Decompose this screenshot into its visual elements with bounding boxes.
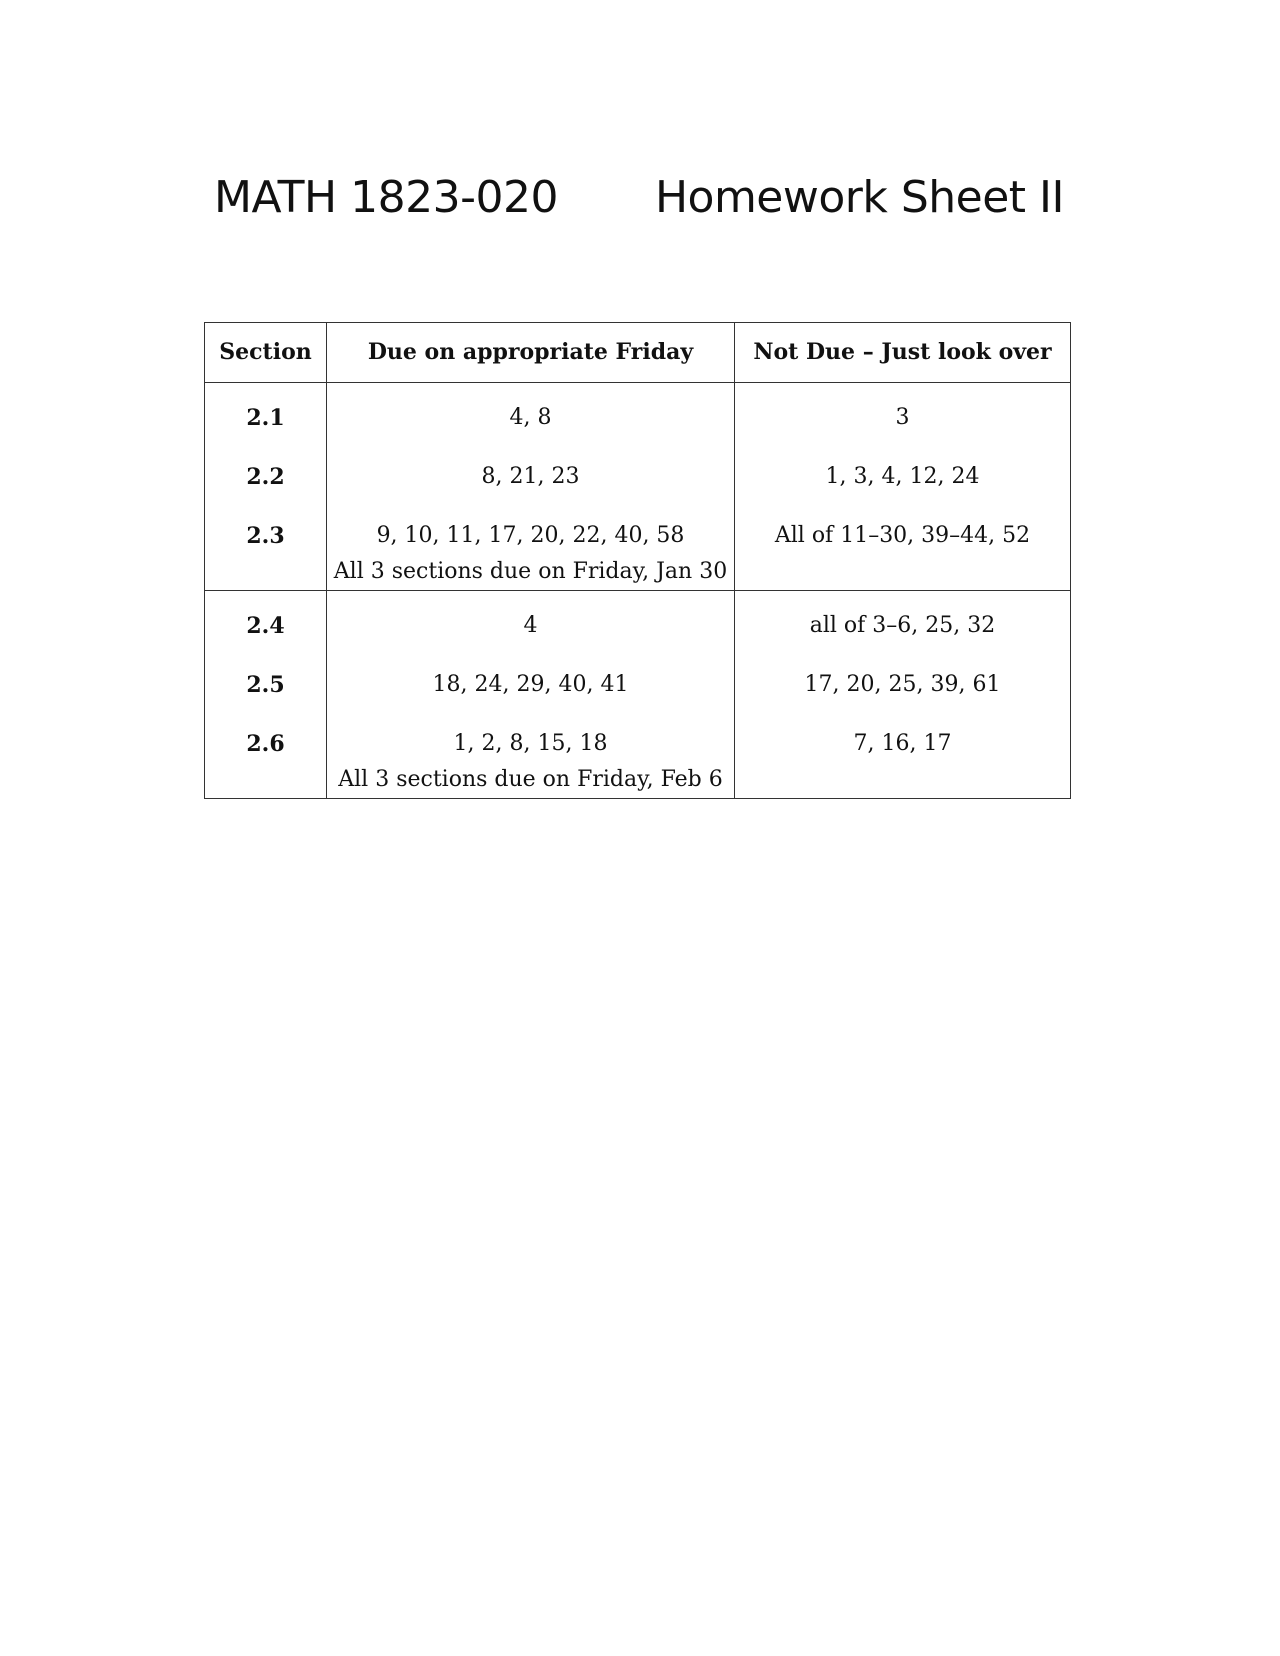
due-date-note: All 3 sections due on Friday, Jan 30 [327,560,735,590]
section-number: 2.2 [205,442,327,501]
course-code: MATH 1823-020 [214,172,558,223]
due-problems: 9, 10, 11, 17, 20, 22, 40, 58 [327,501,735,560]
due-problems: 8, 21, 23 [327,442,735,501]
homework-table [204,322,1071,799]
group-note-row [205,768,1070,798]
due-problems: 1, 2, 8, 15, 18 [327,709,735,768]
due-problems: 4, 8 [327,383,735,442]
sheet-title: Homework Sheet II [654,172,1064,223]
section-number: 2.3 [205,501,327,560]
note-spacer [205,768,327,798]
section-number: 2.1 [205,383,327,442]
not-due-problems: 1, 3, 4, 12, 24 [825,464,980,489]
note-spacer [735,560,1070,590]
group-note-row [205,560,1070,590]
note-spacer [735,768,1070,798]
due-date-note: All 3 sections due on Friday, Feb 6 [327,768,735,798]
note-spacer [205,560,327,590]
table-header-row [205,323,1070,383]
header-section: Section [205,323,327,382]
due-problems: 18, 24, 29, 40, 41 [327,650,735,709]
not-due-problems: 17, 20, 25, 39, 61 [804,672,1001,697]
table-row [205,383,1070,442]
section-number: 2.5 [205,650,327,709]
table-row [205,442,1070,501]
table-row [205,501,1070,560]
page-title [214,168,1064,228]
not-due-problems: 3 [895,405,910,430]
due-problems: 4 [327,591,735,650]
not-due-problems: all of 3–6, 25, 32 [809,613,996,638]
not-due-problems: 7, 16, 17 [853,731,952,756]
header-not-due: Not Due – Just look over [753,339,1052,365]
table-row [205,650,1070,709]
table-row [205,709,1070,768]
header-due: Due on appropriate Friday [327,323,735,382]
section-number: 2.4 [205,591,327,650]
section-number: 2.6 [205,709,327,768]
not-due-problems: All of 11–30, 39–44, 52 [774,523,1031,548]
table-row [205,590,1070,650]
